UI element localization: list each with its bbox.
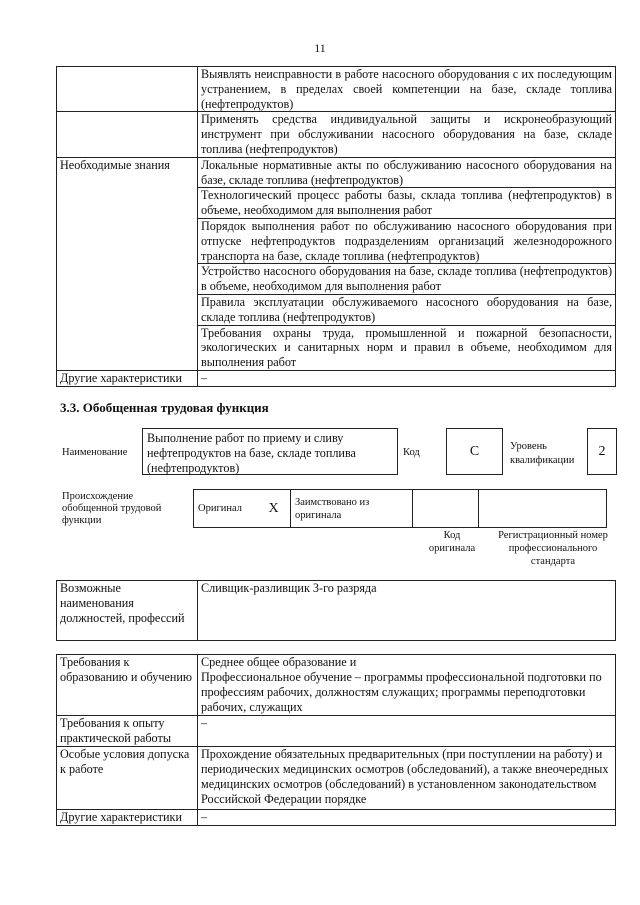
code-caption: Код оригинала [428, 530, 476, 554]
reg-number-cell [479, 490, 607, 528]
positions-table [56, 580, 616, 641]
table-row [57, 810, 616, 826]
table-row [57, 370, 616, 386]
knowledge-cell: Локальные нормативные акты по обслуживанию насосного оборудования на базе, складе топлива (нефтепродуктов) [198, 157, 616, 188]
table-row [194, 490, 607, 528]
other-characteristics-value: – [198, 810, 616, 826]
positions-value: Сливщик-разливщик 3-го разряда [198, 581, 616, 641]
reg-caption: Регистрационный номер профессионального стандарта [498, 530, 608, 567]
table-row [57, 747, 616, 810]
education-label: Требования к образованию и обучению [57, 655, 198, 716]
education-value [198, 655, 616, 716]
education-line: Среднее общее образование и [201, 655, 357, 669]
knowledge-cell: Устройство насосного оборудования на базе, складе топлива (нефтепродуктов) в объеме, необходимом для выполнения работ [198, 264, 616, 295]
experience-value: – [198, 716, 616, 747]
origin-label: Происхождение обобщенной трудовой функции [62, 491, 162, 526]
knowledge-label: Необходимые знания [57, 157, 198, 370]
table-row [57, 67, 616, 112]
admission-value: Прохождение обязательных предварительных (при поступлении на работу) и периодических медицинских осмотров (обследований), а также внеочередных медицинских осмотров (обследований) в установленном законодательством Российской Федерации порядке [198, 747, 616, 810]
code-box: C [446, 428, 503, 475]
positions-label: Возможные наименования должностей, профессий [57, 581, 198, 641]
requirements-table [56, 654, 616, 826]
knowledge-cell: Требования охраны труда, промышленной и пожарной безопасности, экологических и санитарных норм и правил в объеме, необходимом для выполнения работ [198, 325, 616, 370]
knowledge-cell: Технологический процесс работы базы, склада топлива (нефтепродуктов) в объеме, необходимом для выполнения работ [198, 188, 616, 219]
borrowed-label: Заимствовано из оригинала [291, 490, 413, 528]
other-label: Другие характеристики [57, 370, 198, 386]
skills-knowledge-table [56, 66, 616, 387]
admission-label: Особые условия допуска к работе [57, 747, 198, 810]
level-label: Уровень квалификации [510, 441, 575, 466]
original-mark: X [257, 490, 291, 528]
other-value: – [198, 370, 616, 386]
original-label: Оригинал [194, 490, 258, 528]
original-code-cell [413, 490, 479, 528]
knowledge-cell: Правила эксплуатации обслуживаемого насосного оборудования на базе, складе топлива (нефтепродуктов) [198, 294, 616, 325]
table-row [57, 112, 616, 157]
knowledge-cell: Порядок выполнения работ по обслуживанию насосного оборудования при отпуске нефтепродуктов подразделениям организаций железнодорожного транспорта на базе, складе топлива (нефтепродуктов) [198, 218, 616, 263]
table-row [57, 655, 616, 716]
other-characteristics-label: Другие характеристики [57, 810, 198, 826]
skill-cell: Выявлять неисправности в работе насосного оборудования с их последующим устранением, в пределах своей компетенции на базе, складе топлива (нефтепродуктов) [198, 67, 616, 112]
experience-label: Требования к опыту практической работы [57, 716, 198, 747]
function-name-box: Выполнение работ по приему и сливу нефтепродуктов на базе, складе топлива (нефтепродуктов) [142, 428, 398, 475]
table-row [57, 581, 616, 641]
name-label: Наименование [62, 447, 128, 458]
origin-table [193, 489, 607, 528]
table-row [57, 716, 616, 747]
table-row [57, 157, 616, 188]
code-label: Код [403, 447, 420, 458]
section-title: 3.3. Обобщенная трудовая функция [60, 400, 269, 415]
level-box: 2 [587, 428, 617, 475]
education-line: Профессиональное обучение – программы профессиональной подготовки по профессиям рабочих, должностям служащих; программы переподготовки рабочих, служащих [201, 670, 602, 714]
page-number: 11 [314, 41, 326, 55]
skill-cell: Применять средства индивидуальной защиты и искронеобразующий инструмент при обслуживании насосного оборудования на базе, складе топлива (нефтепродуктов) [198, 112, 616, 157]
